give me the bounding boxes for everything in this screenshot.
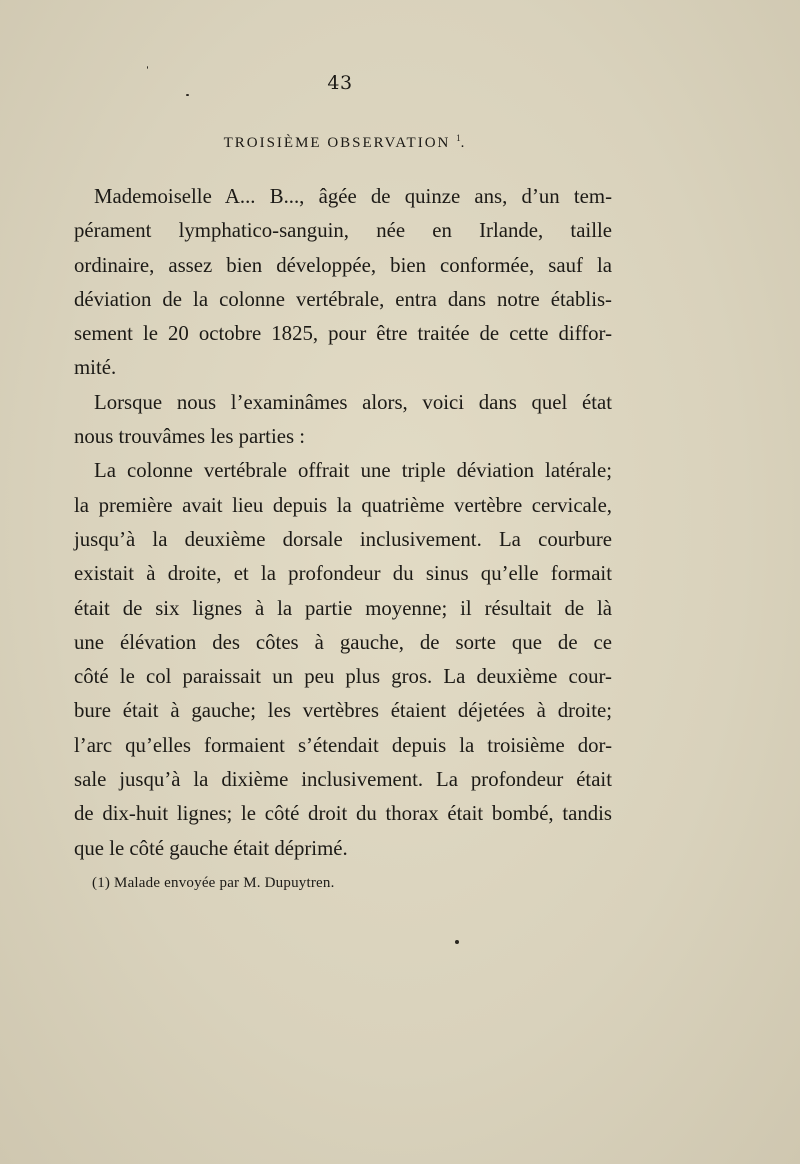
text-line: existait à droite, et la profondeur du sinus qu’elle formait — [74, 562, 612, 586]
text-line: pérament lymphatico-sanguin, née en Irlande, taille — [74, 219, 612, 243]
ink-speck — [186, 94, 189, 96]
footnote: (1) Malade envoyée par M. Dupuytren. — [92, 875, 335, 891]
text-line: l’arc qu’elles formaient s’étendait depuis la troisième dor- — [74, 733, 612, 757]
text-line: était de six lignes à la partie moyenne; il résultait de là — [74, 596, 612, 620]
text-line: nous trouvâmes les parties : — [74, 425, 306, 449]
text-line: de dix-huit lignes; le côté droit du thorax était bombé, tandis — [74, 802, 612, 826]
text-line: déviation de la colonne vertébrale, entra dans notre établis- — [74, 287, 612, 311]
text-line: Mademoiselle A... B..., âgée de quinze ans, d’un tem- — [94, 185, 612, 208]
page-number: 43 — [327, 72, 353, 94]
text-line: Lorsque nous l’examinâmes alors, voici dans quel état — [94, 390, 612, 414]
text-line: une élévation des côtes à gauche, de sorte que de ce — [74, 630, 612, 654]
section-heading — [0, 133, 690, 152]
text-line: sale jusqu’à la dixième inclusivement. La profondeur était — [74, 768, 612, 792]
text-line: la première avait lieu depuis la quatrième vertèbre cervicale, — [74, 493, 612, 517]
text-line: côté le col paraissait un peu plus gros. La deuxième cour- — [74, 665, 612, 689]
text-line: jusqu’à la deuxième dorsale inclusivement. La courbure — [74, 527, 612, 551]
text-line: La colonne vertébrale offrait une triple déviation latérale; — [94, 459, 612, 483]
text-line: sement le 20 octobre 1825, pour être traitée de cette diffor- — [74, 322, 612, 346]
body-text — [74, 180, 612, 866]
section-heading-text: TROISIÈME OBSERVATION — [223, 135, 451, 151]
footnote-reference-mark: 1 — [456, 133, 461, 143]
text-line: ordinaire, assez bien développée, bien conformée, sauf la — [74, 253, 612, 277]
text-line: mité. — [74, 356, 117, 380]
ink-speck — [455, 940, 459, 944]
section-heading-period: . — [460, 135, 467, 151]
ink-speck — [147, 66, 148, 69]
text-line: bure était à gauche; les vertèbres étaient déjetées à droite; — [74, 699, 612, 723]
text-line: que le côté gauche était déprimé. — [74, 836, 348, 860]
